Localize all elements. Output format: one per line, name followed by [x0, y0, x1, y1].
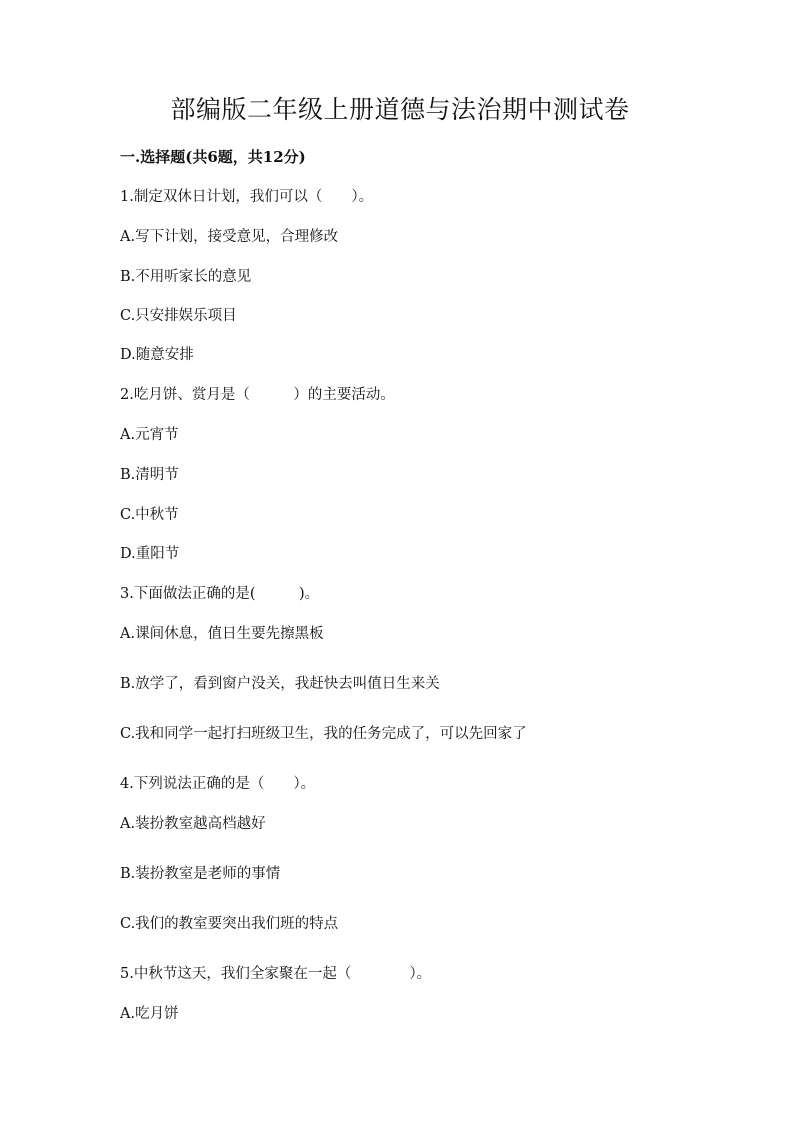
question-2-stem: 2.吃月饼、赏月是（ ）的主要活动。 — [120, 387, 395, 403]
question-4-option-a: A.装扮教室越高档越好 — [120, 816, 266, 832]
question-3-stem: 3.下面做法正确的是( )。 — [120, 586, 320, 602]
question-1-option-a: A.写下计划，接受意见，合理修改 — [120, 229, 339, 245]
question-4-option-b: B.装扮教室是老师的事情 — [120, 866, 281, 882]
question-1-option-c: C.只安排娱乐项目 — [120, 308, 237, 324]
question-3-option-b: B.放学了，看到窗户没关，我赶快去叫值日生来关 — [120, 676, 440, 692]
question-5-option-a: A.吃月饼 — [120, 1006, 179, 1022]
question-2-option-a: A.元宵节 — [120, 427, 179, 443]
exam-title: 部编版二年级上册道德与法治期中测试卷 — [170, 95, 630, 124]
question-4-option-c: C.我们的教室要突出我们班的特点 — [120, 916, 339, 932]
question-1-stem: 1.制定双休日计划，我们可以（ ）。 — [120, 189, 374, 205]
question-3-option-c: C.我和同学一起打扫班级卫生，我的任务完成了，可以先回家了 — [120, 726, 527, 742]
question-3-option-a: A.课间休息，值日生要先擦黑板 — [120, 626, 324, 642]
question-2-option-d: D.重阳节 — [120, 546, 180, 562]
question-1-option-b: B.不用听家长的意见 — [120, 269, 252, 285]
question-5-stem: 5.中秋节这天，我们全家聚在一起（ ）。 — [120, 966, 432, 982]
question-1-option-d: D.随意安排 — [120, 347, 194, 363]
question-4-stem: 4.下列说法正确的是（ ）。 — [120, 776, 316, 792]
question-2-option-c: C.中秋节 — [120, 507, 179, 523]
section-heading: 一.选择题(共6题，共12分) — [120, 148, 306, 166]
question-2-option-b: B.清明节 — [120, 467, 179, 483]
